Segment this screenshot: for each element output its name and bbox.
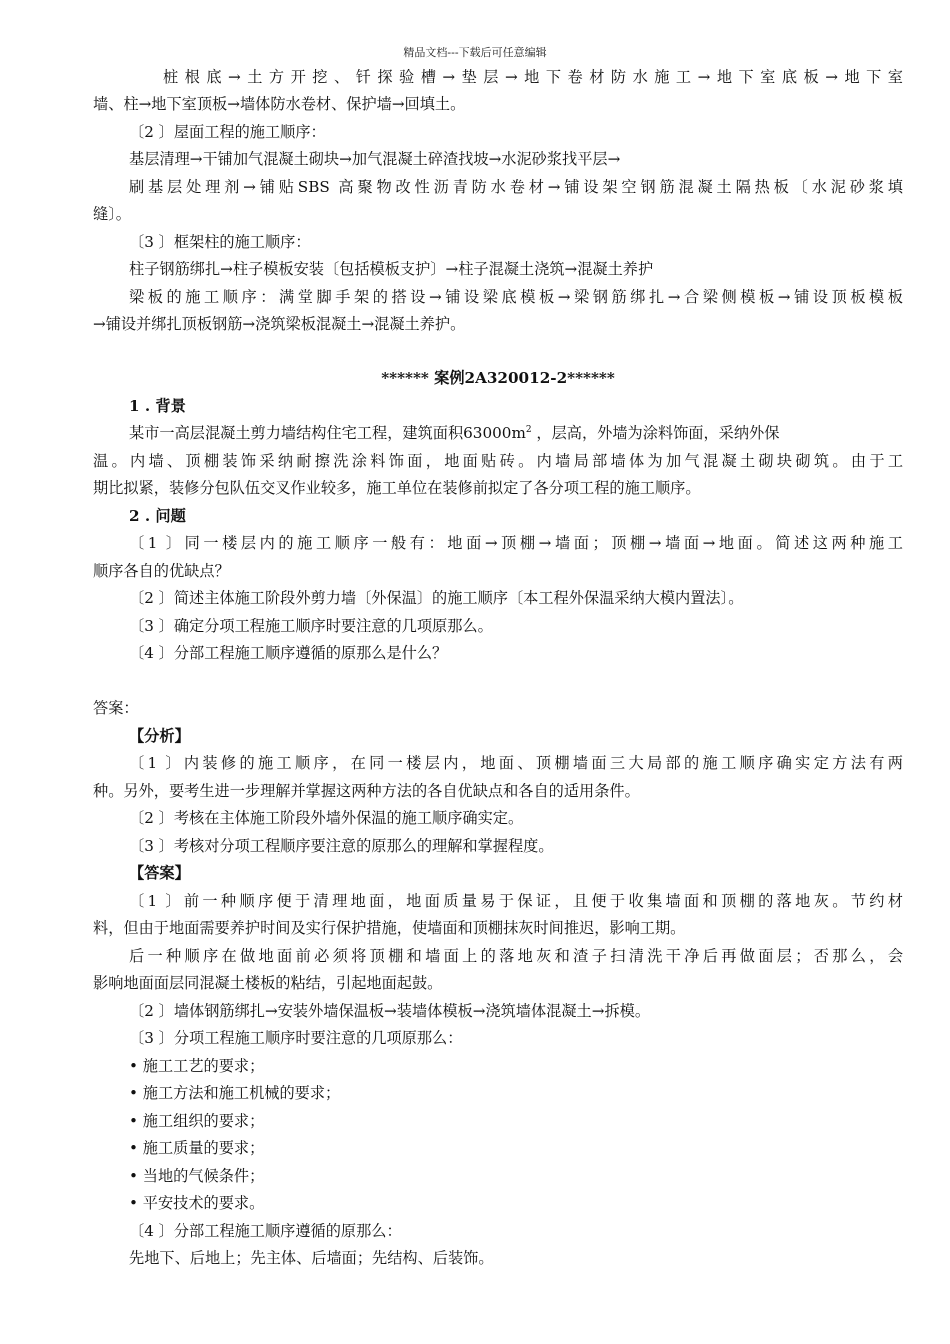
bullet-item: • 施工方法和施工机械的要求； [129, 1084, 341, 1102]
paragraph-line: 柱子钢筋绑扎→柱子模板安装〔包括模板支护〕→柱子混凝土浇筑→混凝土养护 [129, 260, 654, 278]
paragraph-line: 后一种顺序在做地面前必须将顶棚和墙面上的落地灰和渣子扫清洗干净后再做面层；否那么，会 [129, 947, 903, 965]
text-span: ，层高，外墙为涂料饰面，采纳外保 [531, 424, 780, 442]
answer-label: 答案： [93, 699, 139, 717]
section-heading-background: 1 . 背景 [129, 397, 186, 415]
paragraph-line: 〔3 〕框架柱的施工顺序： [129, 233, 311, 251]
answer-heading: 【答案】 [129, 864, 190, 882]
paragraph-line: 刷基层处理剂→铺贴SBS 高聚物改性沥青防水卷材→铺设架空钢筋混凝土隔热板〔水泥砂浆填 [129, 178, 903, 196]
paragraph-line: 〔2 〕屋面工程的施工顺序： [129, 123, 326, 141]
paragraph-line: →铺设并绑扎顶板钢筋→浇筑梁板混凝土→混凝土养护。 [93, 315, 466, 333]
bullet-item: • 平安技术的要求。 [129, 1194, 265, 1212]
paragraph-line: 基层清理→干铺加气混凝土砌块→加气混凝土碎渣找坡→水泥砂浆找平层→ [129, 150, 621, 168]
paragraph-line: 〔2 〕墙体钢筋绑扎→安装外墙保温板→装墙体模板→浇筑墙体混凝土→拆模。 [129, 1002, 651, 1020]
paragraph-line: 〔3 〕分项工程施工顺序时要注意的几项原那么： [129, 1029, 463, 1047]
paragraph-line: 〔4 〕分部工程施工顺序遵循的原那么： [129, 1222, 402, 1240]
page-header: 精品文档---下载后可任意编辑 [403, 46, 547, 59]
paragraph-line: 料，但由于地面需要养护时间及实行保护措施，使墙面和顶棚抹灰时间推迟，影响工期。 [93, 919, 686, 937]
paragraph-line: 影响地面面层同混凝土楼板的粘结，引起地面起鼓。 [93, 974, 443, 992]
superscript: 2 [525, 424, 532, 435]
paragraph-line: 期比拟紧，装修分包队伍交叉作业较多，施工单位在装修前拟定了各分项工程的施工顺序。 [93, 479, 701, 497]
paragraph-line: 顺序各自的优缺点？ [93, 562, 230, 580]
paragraph-line: 墙、柱→地下室顶板→墙体防水卷材、保护墙→回填土。 [93, 95, 466, 113]
bullet-item: • 施工质量的要求； [129, 1139, 265, 1157]
section-heading-questions: 2 . 问题 [129, 507, 186, 525]
paragraph-line: 缝〕。 [93, 205, 131, 223]
paragraph-line [93, 423, 903, 443]
bullet-item: • 当地的气候条件； [129, 1167, 265, 1185]
paragraph-line: 〔4 〕分部工程施工顺序遵循的原那么是什么？ [129, 644, 448, 662]
bullet-item: • 施工工艺的要求； [129, 1057, 265, 1075]
text-span: 某市一高层混凝土剪力墙结构住宅工程，建筑面积63000m [129, 424, 526, 442]
paragraph-line: 〔2 〕简述主体施工阶段外剪力墙〔外保温〕的施工顺序〔本工程外保温采纳大模内置法〕。 [129, 589, 744, 607]
paragraph-line: 先地下、后地上；先主体、后墙面；先结构、后装饰。 [129, 1249, 494, 1267]
paragraph-line: 种。另外，要考生进一步理解并掌握这两种方法的各自优缺点和各自的适用条件。 [93, 782, 640, 800]
paragraph-line: 梁板的施工顺序：满堂脚手架的搭设→铺设梁底模板→梁钢筋绑扎→合梁侧模板→铺设顶板模板 [129, 288, 903, 306]
case-title: ****** 案例2A320012-2****** [381, 369, 615, 387]
paragraph-line: 〔1 〕同一楼层内的施工顺序一般有：地面→顶棚→墙面；顶棚→墙面→地面。简述这两种施工 [129, 534, 903, 552]
analysis-heading: 【分析】 [129, 727, 190, 745]
paragraph-line: 桩根底→土方开挖、钎探验槽→垫层→地下卷材防水施工→地下室底板→地下室 [163, 68, 903, 86]
bullet-item: • 施工组织的要求； [129, 1112, 265, 1130]
paragraph-line: 〔3 〕确定分项工程施工顺序时要注意的几项原那么。 [129, 617, 493, 635]
paragraph-line: 〔3 〕考核对分项工程顺序要注意的原那么的理解和掌握程度。 [129, 837, 554, 855]
paragraph-line: 〔1 〕内装修的施工顺序，在同一楼层内，地面、顶棚墙面三大局部的施工顺序确实定方法有两 [129, 754, 903, 772]
paragraph-line: 温。内墙、顶棚装饰采纳耐擦洗涂料饰面，地面贴砖。内墙局部墙体为加气混凝土砌块砌筑。由于工 [93, 452, 903, 470]
paragraph-line: 〔1 〕前一种顺序便于清理地面，地面质量易于保证，且便于收集墙面和顶棚的落地灰。节约材 [129, 892, 903, 910]
paragraph-line: 〔2 〕考核在主体施工阶段外墙外保温的施工顺序确实定。 [129, 809, 524, 827]
